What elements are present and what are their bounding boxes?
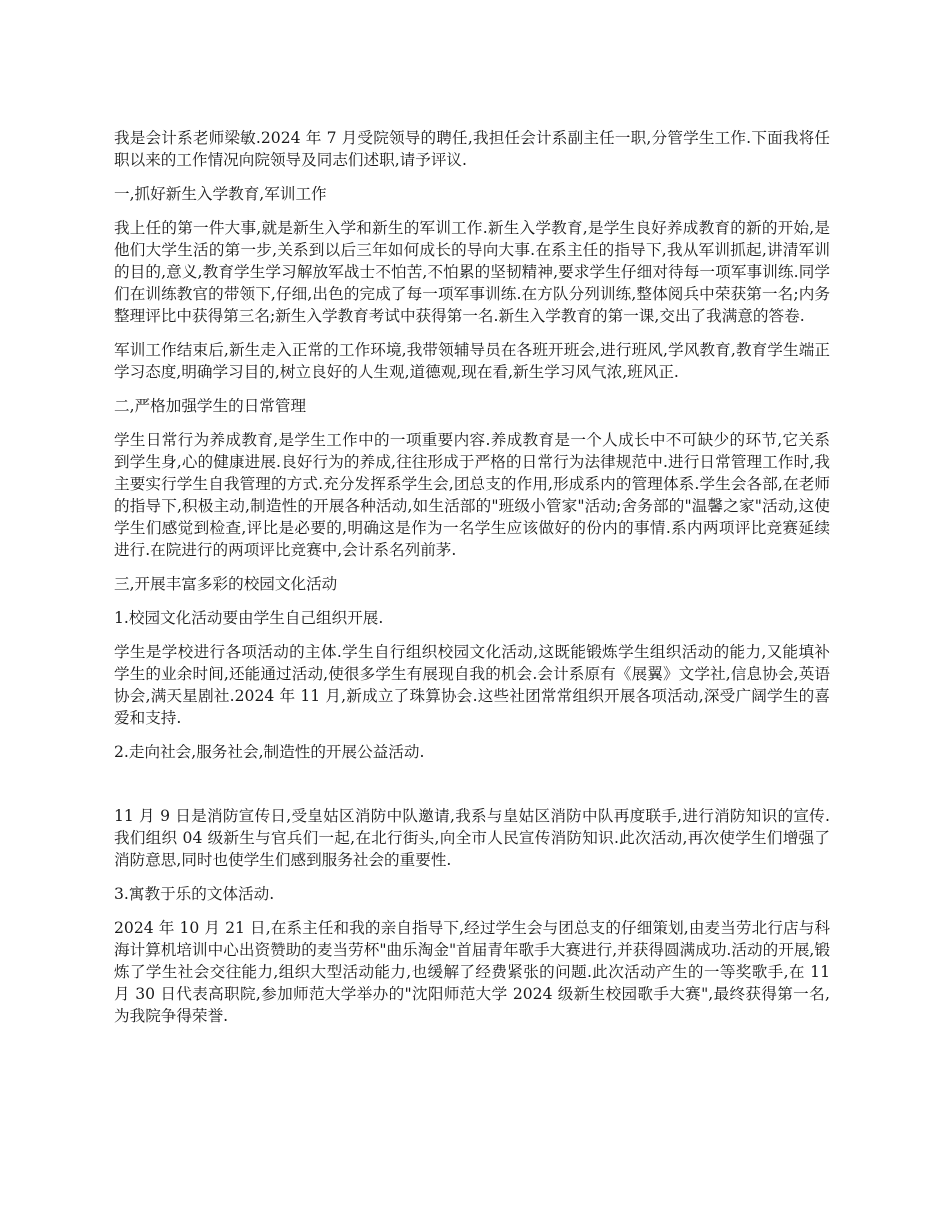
paragraph: 学生日常行为养成教育,是学生工作中的一项重要内容.养成教育是一个人成长中不可缺少的环节,它关系到学生身,心的健康进展.良好行为的养成,往往形成于严格的日常行为法律规范中.进行日常管理工作时,我主要实行学生自我管理的方式.充分发挥系学生会,团总支的作用,形成系内的管理体系.学生会各部,在老师的指导下,积极主动,制造性的开展各种活动,如生活部的"班级小管家"活动;舍务部的"温馨之家"活动,这使学生们感觉到检查,评比是必要的,明确这是作为一名学生应该做好的份内的事情.系内两项评比竞赛延续进行.在院进行的两项评比竞赛中,会计系名列前茅. bbox=[114, 431, 830, 559]
blank-gap bbox=[114, 775, 830, 805]
subheading-3: 3.寓教于乐的文体活动. bbox=[114, 885, 275, 903]
paragraph: 学生是学校进行各项活动的主体.学生自行组织校园文化活动,这既能锻炼学生组织活动的能力,又能填补学生的业余时间,还能通过活动,使很多学生有展现自我的机会.会计系原有《展翼》文学社,信息协会,英语协会,满天星剧社.2024 年 11 月,新成立了珠算协会.这些社团常常组织开展各项活动,深受广阔学生的喜爱和支持. bbox=[114, 643, 830, 727]
paragraph: 军训工作结束后,新生走入正常的工作环境,我带领辅导员在各班开班会,进行班风,学风教育,教育学生端正学习态度,明确学习目的,树立良好的人生观,道德观,现在看,新生学习风气浓,班风正. bbox=[114, 341, 830, 381]
section-heading-1: 一,抓好新生入学教育,军训工作 bbox=[114, 185, 327, 203]
subheading-1: 1.校园文化活动要由学生自己组织开展. bbox=[114, 609, 384, 627]
subheading-2: 2.走向社会,服务社会,制造性的开展公益活动. bbox=[114, 743, 425, 761]
paragraph: 11 月 9 日是消防宣传日,受皇姑区消防中队邀请,我系与皇姑区消防中队再度联手,进行消防知识的宣传.我们组织 04 级新生与官兵们一起,在北行街头,向全市人民宣传消防知识.此次活动,再次使学生们增强了消防意思,同时也使学生们感到服务社会的重要性. bbox=[114, 807, 830, 869]
intro-paragraph: 我是会计系老师梁敏.2024 年 7 月受院领导的聘任,我担任会计系副主任一职,分管学生工作.下面我将任职以来的工作情况向院领导及同志们述职,请予评议. bbox=[114, 129, 830, 169]
section-heading-3: 三,开展丰富多彩的校园文化活动 bbox=[114, 575, 338, 593]
section-heading-2: 二,严格加强学生的日常管理 bbox=[114, 397, 307, 415]
paragraph: 2024 年 10 月 21 日,在系主任和我的亲自指导下,经过学生会与团总支的仔细策划,由麦当劳北行店与科海计算机培训中心出资赞助的麦当劳杯"曲乐淘金"首届青年歌手大赛进行,并获得圆满成功.活动的开展,锻炼了学生社会交往能力,组织大型活动能力,也缓解了经费紧张的问题.此次活动产生的一等奖歌手,在 11 月 30 日代表高职院,参加师范大学举办的"沈阳师范大学 2024 级新生校园歌手大赛",最终获得第一名,为我院争得荣誉. bbox=[114, 919, 830, 1025]
paragraph: 我上任的第一件大事,就是新生入学和新生的军训工作.新生入学教育,是学生良好养成教育的新的开始,是他们大学生活的第一步,关系到以后三年如何成长的导向大事.在系主任的指导下,我从军训抓起,讲清军训的目的,意义,教育学生学习解放军战士不怕苦,不怕累的坚韧精神,要求学生仔细对待每一项军事训练.同学们在训练教官的带领下,仔细,出色的完成了每一项军事训练.在方队分列训练,整体阅兵中荣获第一名;内务整理评比中获得第三名;新生入学教育考试中获得第一名.新生入学教育的第一课,交出了我满意的答卷. bbox=[114, 219, 830, 325]
document-body bbox=[114, 127, 830, 1039]
